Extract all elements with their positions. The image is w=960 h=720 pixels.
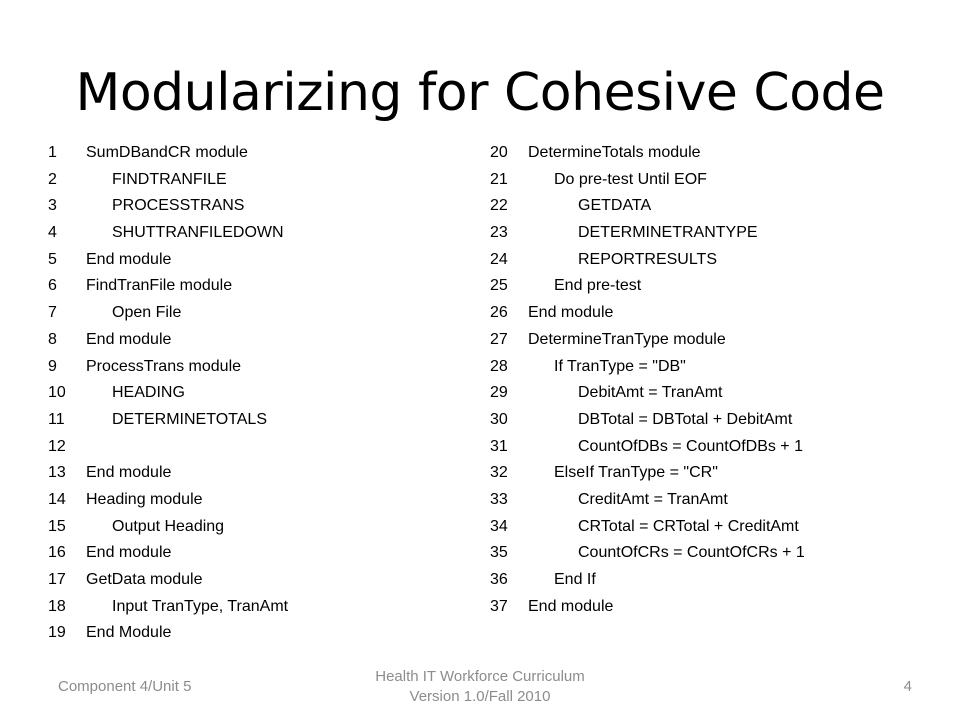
line-number: 18: [48, 597, 66, 615]
line-number: 16: [48, 544, 66, 562]
code-line: [490, 567, 930, 594]
code-line: [490, 193, 930, 220]
line-text: CountOfDBs = CountOfDBs + 1: [578, 437, 803, 455]
line-number: 24: [490, 250, 508, 268]
line-text: CRTotal = CRTotal + CreditAmt: [578, 517, 799, 535]
code-column-right: [490, 140, 930, 620]
code-line: [490, 220, 930, 247]
line-text: DBTotal = DBTotal + DebitAmt: [578, 410, 793, 428]
line-number: 15: [48, 517, 66, 535]
line-text: End Module: [86, 624, 172, 642]
code-line: [490, 540, 930, 567]
code-line: [48, 167, 488, 194]
footer-version: Version 1.0/Fall 2010: [409, 688, 551, 705]
code-line: [490, 514, 930, 541]
line-number: 14: [48, 490, 66, 508]
line-text: End module: [86, 250, 172, 268]
line-number: 37: [490, 597, 508, 615]
code-line: [490, 434, 930, 461]
line-number: 9: [48, 357, 57, 375]
line-text: ElseIf TranType = "CR": [554, 464, 718, 482]
line-text: End module: [86, 330, 172, 348]
line-number: 30: [490, 410, 508, 428]
line-text: End module: [528, 597, 614, 615]
code-line: [490, 380, 930, 407]
line-text: DetermineTranType module: [528, 330, 726, 348]
line-text: GetData module: [86, 571, 203, 588]
code-line: [490, 300, 930, 327]
line-number: 2: [48, 170, 57, 188]
line-text: End module: [528, 304, 614, 322]
line-number: 25: [490, 277, 508, 295]
line-number: 6: [48, 277, 57, 295]
line-text: Open File: [112, 304, 182, 322]
line-number: 33: [490, 490, 508, 508]
line-number: 1: [48, 144, 57, 161]
line-text: End module: [86, 464, 172, 482]
code-line: [490, 407, 930, 434]
code-line: [48, 567, 488, 594]
code-line: [48, 300, 488, 327]
line-text: CountOfCRs = CountOfCRs + 1: [578, 544, 805, 562]
code-line: [490, 327, 930, 354]
line-text: REPORTRESULTS: [578, 250, 717, 268]
line-number: 29: [490, 384, 508, 402]
code-line: [48, 620, 488, 647]
line-number: 7: [48, 304, 57, 322]
slide-title: Modularizing for Cohesive Code: [75, 63, 885, 123]
line-number: 35: [490, 544, 508, 562]
line-text: SHUTTRANFILEDOWN: [112, 224, 284, 242]
line-text: Do pre-test Until EOF: [554, 170, 707, 188]
line-text: PROCESSTRANS: [112, 197, 245, 215]
code-line: [48, 327, 488, 354]
code-line: [48, 460, 488, 487]
line-text: CreditAmt = TranAmt: [578, 490, 728, 508]
code-line: [490, 354, 930, 381]
line-number: 31: [490, 437, 508, 455]
line-number: 8: [48, 330, 57, 348]
code-line: [48, 354, 488, 381]
code-line: [48, 247, 488, 274]
line-number: 12: [48, 437, 66, 455]
line-number: 4: [48, 224, 57, 242]
line-number: 20: [490, 144, 508, 161]
line-number: 10: [48, 384, 66, 402]
footer-component-unit: Component 4/Unit 5: [58, 678, 192, 695]
line-text: SumDBandCR module: [86, 144, 248, 161]
code-line: [48, 594, 488, 621]
line-number: 19: [48, 624, 66, 642]
line-number: 11: [48, 410, 65, 428]
code-line: [48, 514, 488, 541]
line-text: Heading module: [86, 490, 203, 508]
line-text: HEADING: [112, 384, 185, 402]
line-number: 32: [490, 464, 508, 482]
code-line: [490, 487, 930, 514]
line-text: Output Heading: [112, 517, 225, 535]
code-line: [490, 460, 930, 487]
line-text: DebitAmt = TranAmt: [578, 384, 723, 402]
line-number: 17: [48, 571, 66, 588]
line-text: GETDATA: [578, 197, 652, 215]
line-number: 21: [490, 170, 508, 188]
line-number: 13: [48, 464, 66, 482]
code-line: [48, 380, 488, 407]
code-line: [490, 167, 930, 194]
code-line: [48, 193, 488, 220]
code-line: [490, 247, 930, 274]
code-line: [48, 220, 488, 247]
line-number: 27: [490, 330, 508, 348]
line-text: DetermineTotals module: [528, 144, 701, 161]
line-text: End pre-test: [554, 277, 642, 295]
line-number: 26: [490, 304, 508, 322]
line-text: End module: [86, 544, 172, 562]
line-text: DETERMINETOTALS: [112, 410, 267, 428]
code-column-left: [48, 140, 488, 647]
line-text: FINDTRANFILE: [112, 170, 227, 188]
code-line: [48, 434, 488, 461]
code-line: [48, 540, 488, 567]
code-line: [490, 140, 930, 167]
line-number: 3: [48, 197, 57, 215]
code-line: [48, 407, 488, 434]
line-text: If TranType = "DB": [554, 357, 686, 375]
line-number: 22: [490, 197, 508, 215]
line-text: Input TranType, TranAmt: [112, 597, 289, 615]
code-line: [48, 487, 488, 514]
line-number: 36: [490, 571, 508, 588]
line-text: ProcessTrans module: [86, 357, 242, 375]
footer-curriculum-title: Health IT Workforce Curriculum: [375, 668, 585, 685]
slide-number: 4: [903, 678, 912, 695]
line-text: FindTranFile module: [86, 277, 233, 295]
line-text: End If: [554, 571, 596, 588]
code-line: [490, 273, 930, 300]
footer-curriculum: [330, 667, 630, 707]
line-number: 28: [490, 357, 508, 375]
code-line: [490, 594, 930, 621]
code-line: [48, 140, 488, 167]
line-text: DETERMINETRANTYPE: [578, 224, 758, 242]
line-number: 34: [490, 517, 508, 535]
code-line: [48, 273, 488, 300]
line-number: 23: [490, 224, 508, 242]
line-number: 5: [48, 250, 57, 268]
